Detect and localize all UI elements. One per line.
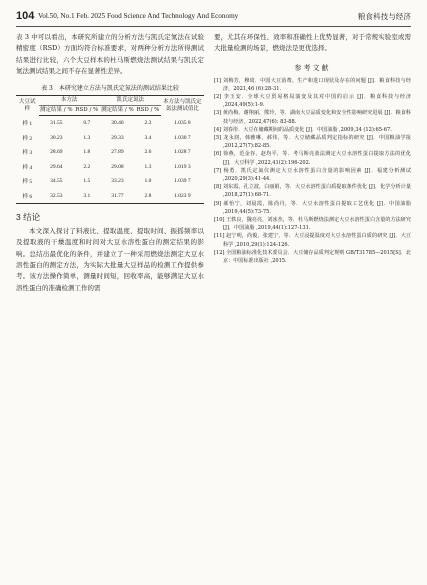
cell-ratio: 1.028 7: [174, 149, 191, 156]
cell-mean-kjeldahl: 27.89: [111, 149, 124, 156]
cell-rsd-dumas: 1.8: [83, 149, 91, 156]
intro-paragraph: 表 3 中可以看出，本研究所建立的分析方法与凯氏定氮法在试验精密度（RSD）方面均符合标准要求，对两种分析方法所得测试结果进行比较，六个大豆样本的杜马斯燃烧法测试结果与凯氏定氮法测试结果之间不存在显著性差异。: [16, 33, 204, 75]
cell-mean-dumas: 30.23: [50, 134, 63, 141]
cell-mean-dumas: 31.55: [50, 120, 63, 127]
continuation-paragraph: 要，尤其在环保性、效率和准确性上优势显著，对于常规实验室或需大批量检测的场景，燃烧法是更优选择。: [214, 33, 411, 53]
cell-ratio: 1.030 7: [174, 134, 191, 141]
cell-ratio: 1.023 9: [161, 189, 204, 204]
cell-mean-dumas: 32.53: [39, 189, 75, 204]
cell-ratio: 1.019 3: [174, 163, 191, 170]
page-number: 104: [16, 10, 35, 22]
section-title-conclusion: 3 结论: [16, 212, 41, 223]
table-row: [16, 131, 204, 146]
cell-sample: 样 2: [22, 135, 33, 142]
cell-rsd-kjeldahl: 2.3: [144, 120, 152, 127]
reference-item: [9] 郝怡宁，刘晨霞，陈尚丹，等．大豆水溶性蛋白提取工艺优化 [J]．中国油脂 ,2019,44(5):73-75.: [214, 200, 411, 215]
cell-mean-kjeldahl: 29.08: [111, 163, 124, 170]
group-dumas: 本方法: [39, 96, 100, 106]
cell-sample: 样 1: [22, 121, 33, 128]
reference-item: [7] 杨勇．凯氏定氮仪测定大豆水溶性蛋白含量的影响因素 [J]．福建分析测试 ,2020,29(3):41-44.: [214, 167, 411, 183]
group-kjeldahl: 凯氏定氮法: [100, 96, 161, 106]
cell-mean-kjeldahl: 31.77: [100, 189, 136, 204]
reference-item: [8] 刘东霞，孔立波，白丽娟，等．大豆水溶性蛋白质提取条件优化 [J]．化学分析计量 ,2018,27(1):68-71.: [214, 184, 411, 199]
cell-rsd-kjeldahl: 1.0: [144, 178, 152, 185]
cell-mean-dumas: 28.69: [50, 149, 63, 156]
left-column: [16, 32, 204, 294]
cell-mean-dumas: 29.64: [50, 163, 63, 170]
references-list: [214, 77, 411, 266]
table-row: [16, 145, 204, 160]
cell-sample: 样 6: [16, 189, 39, 204]
right-column: [214, 32, 411, 265]
cell-rsd-dumas: 1.5: [83, 178, 91, 185]
reference-item: [6] 徐燕，范金谷，赵均平，等．考马斯亮蓝法测定大豆水溶性蛋白提取方法的优化 [J]．大豆科学 ,2022,41(2):196-202.: [214, 151, 411, 166]
reference-item: [10] 王轶良，魏亮亮，刘冰杰，等．杜马斯燃烧法测定大豆水溶性蛋白含量的方法研究 [J]．中国油脂 ,2019,44(1):127-131.: [214, 217, 411, 232]
cell-rsd-dumas: 0.7: [83, 120, 91, 127]
cell-sample: 样 4: [22, 164, 33, 171]
cell-mean-kjeldahl: 33.23: [111, 178, 124, 185]
sub-rsd-kjeldahl: RSD / %: [135, 106, 161, 116]
table-row: [16, 116, 204, 131]
table-row: [16, 174, 204, 189]
cell-mean-kjeldahl: 29.33: [111, 134, 124, 141]
references-title: 参考文献: [294, 64, 331, 72]
page-header: [16, 10, 411, 24]
sub-mean-dumas: 测定结果 / %: [39, 106, 75, 116]
cell-ratio: 1.039 7: [174, 178, 191, 185]
cell-rsd-kjeldahl: 1.3: [144, 163, 152, 170]
cell-rsd-dumas: 1.3: [83, 134, 91, 141]
cell-rsd-kjeldahl: 2.8: [135, 189, 161, 204]
reference-item: [12] 全国粮油标准化技术委员会．大豆储存品质判定规则 GB/T31785—2015[S]．北京：中国标准出版社 ,2015.: [214, 249, 411, 265]
sub-rsd-dumas: RSD / %: [74, 106, 100, 116]
cell-sample: 样 3: [22, 150, 33, 157]
reference-item: [4] 刘春彤．大豆在储藏期间的品质变化 [J]．中国油脂 ,2009,34 (12):65-67.: [214, 126, 392, 133]
journal-info: Vol.50, No.1 Feb. 2025 Food Science And Technology And Economy: [38, 12, 239, 20]
reference-item: [3] 黄尚梅，谢翔丽，熊玲，等．湖南大豆品质变化和安全性影响研究进展 [J]．粮食科技与经济，2022,47(6): 83-88.: [214, 110, 411, 125]
table-row: [16, 189, 204, 204]
cell-rsd-dumas: 2.2: [83, 163, 91, 170]
cell-rsd-kjeldahl: 2.6: [144, 149, 152, 156]
cell-mean-dumas: 34.55: [50, 178, 63, 185]
journal-name: 粮食科技与经济: [357, 12, 411, 21]
table-title: 表 3 本研究建立方法与凯氏定氮法的测试结果比较: [41, 85, 179, 93]
conclusion-paragraph: 本文深入探讨了料液比、提取温度、提取时间、振摇频率以及提取液的干燥温度和时间对大豆水溶性蛋白的测定结果的影响。总结出最优化的条件，并建立了一种采用燃烧法测定大豆水溶性蛋白的测定方法，为实际大批量大豆样品的检测工作提供参考。该方法操作简单，测量时间短，回收率高，能够满足大豆水溶性蛋白的准确检测工作的需: [16, 227, 204, 292]
sub-mean-kjeldahl: 测定结果 / %: [100, 106, 136, 116]
reference-item: [2] 李玉安．全球大豆贸易格局演变及其对中国的启示 [J]．粮食科技与经济 ,2024,49(5):1-9.: [214, 94, 411, 109]
cell-rsd-kjeldahl: 3.4: [144, 134, 152, 141]
cell-mean-kjeldahl: 30.46: [111, 120, 124, 127]
col-ratio: 本方法与凯氏定氮法测试值比: [161, 96, 204, 116]
header-rule: [16, 26, 411, 27]
cell-ratio: 1.035 8: [174, 120, 191, 127]
cell-sample: 样 5: [22, 179, 33, 186]
results-table: [16, 95, 204, 204]
reference-item: [11] 赵宁明，尚俊，张建宁，等．大豆浸提温度对大豆水溶性蛋白质的研究 [J]．大豆科学 ,2010,29(1):124-126.: [214, 233, 411, 248]
table-row: [16, 160, 204, 175]
reference-item: [5] 龙永润，韩雅琳，郝伟，等．大豆储藏品质判定指标的研究 [J]．中国粮油学报 ,2012,27(7):82-85.: [214, 135, 411, 150]
reference-item: [1] 刘梅芳，穆琦．中国大豆消费、生产和进口现状及存在的问题 [J]．粮食科技与经济，2021,46 (6):28-31.: [214, 77, 411, 92]
cell-rsd-dumas: 3.1: [74, 189, 100, 204]
col-sample: 大豆试样: [16, 96, 39, 116]
